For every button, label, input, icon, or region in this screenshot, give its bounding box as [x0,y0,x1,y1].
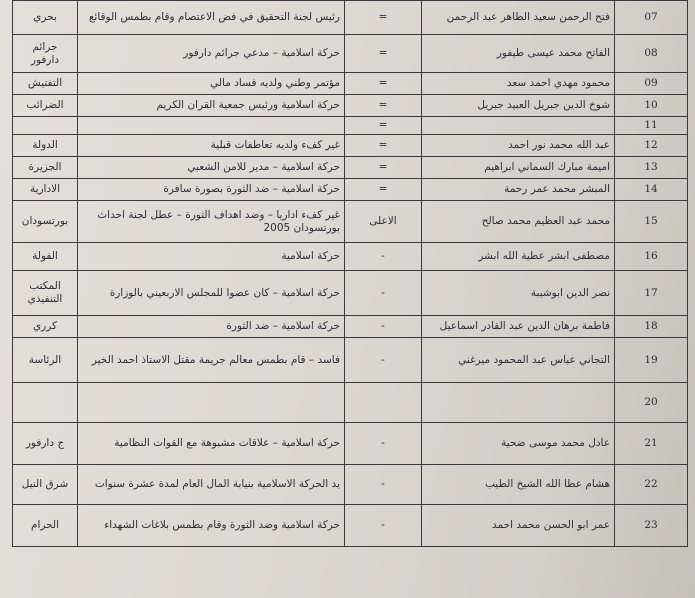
row-number-cell: 20 [615,383,688,423]
grade-cell: = [345,179,422,201]
name-cell: الفاتح محمد عيسى طيفور [422,35,615,73]
unit-cell [13,117,78,135]
unit-cell: المكتب التنفيذي [13,271,78,316]
reason-cell: حركة اسلامية – ضد الثورة [78,316,345,338]
name-cell: نصر الدين ابوشيبة [422,271,615,316]
table-row [13,95,688,117]
reason-cell: حركة اسلامية ورئيس جمعية القران الكريم [78,95,345,117]
grade-cell: = [345,35,422,73]
reason-cell: غير كفء ولديه تعاطفات قبلية [78,135,345,157]
name-cell: عبد الله محمد نور احمد [422,135,615,157]
unit-cell: بحري [13,1,78,35]
grade-cell: = [345,135,422,157]
name-cell: فاطمة برهان الدين عبد القادر اسماعيل [422,316,615,338]
unit-cell: التفتيش [13,73,78,95]
unit-cell: ج دارفور [13,423,78,465]
table-row [13,505,688,547]
name-cell: عمر ابو الحسن محمد احمد [422,505,615,547]
grade-cell: = [345,95,422,117]
reason-cell [78,383,345,423]
table-row [13,1,688,35]
unit-cell: الدولة [13,135,78,157]
reason-cell [78,117,345,135]
row-number-cell: 08 [615,35,688,73]
name-cell: محمود مهدي احمد سعد [422,73,615,95]
unit-cell: الضرائب [13,95,78,117]
row-number-cell: 16 [615,243,688,271]
reason-cell: حركة اسلامية – علاقات مشبوهة مع القوات النظامية [78,423,345,465]
row-number-cell: 22 [615,465,688,505]
reason-cell: حركة اسلامية – ضد الثورة بصورة سافرة [78,179,345,201]
table-row [13,423,688,465]
reason-cell: رئيس لجنة التحقيق في فض الاعتصام وقام بطمس الوقائع [78,1,345,35]
name-cell: محمد عبد العظيم محمد صالح [422,201,615,243]
row-number-cell: 15 [615,201,688,243]
row-number-cell: 19 [615,338,688,383]
row-number-cell: 09 [615,73,688,95]
grade-cell [345,383,422,423]
grade-cell: - [345,243,422,271]
reason-cell: حركة اسلامية وضد الثورة وقام بطمس بلاغات الشهداء [78,505,345,547]
reason-cell: مؤتمر وطني ولديه فساد مالي [78,73,345,95]
table-row [13,157,688,179]
table-row [13,117,688,135]
row-number-cell: 17 [615,271,688,316]
unit-cell: شرق النيل [13,465,78,505]
unit-cell: الادارية [13,179,78,201]
unit-cell: كرري [13,316,78,338]
name-cell: عادل محمد موسى ضحية [422,423,615,465]
table-row [13,271,688,316]
name-cell: مصطفى ابشر عطية الله ابشر [422,243,615,271]
row-number-cell: 10 [615,95,688,117]
row-number-cell: 13 [615,157,688,179]
grade-cell: = [345,157,422,179]
row-number-cell: 14 [615,179,688,201]
grade-cell: - [345,338,422,383]
row-number-cell: 18 [615,316,688,338]
unit-cell: الحرام [13,505,78,547]
unit-cell: الفولة [13,243,78,271]
grade-cell: - [345,423,422,465]
grade-cell: - [345,505,422,547]
table-row [13,316,688,338]
table-row [13,35,688,73]
grade-cell: = [345,117,422,135]
name-cell: المبشر محمد عمر رحمة [422,179,615,201]
table-row [13,383,688,423]
name-cell: فتح الرحمن سعيد الطاهر عبد الرحمن [422,1,615,35]
unit-cell: بورتسودان [13,201,78,243]
row-number-cell: 12 [615,135,688,157]
reason-cell: غير كفء اداريا – وضد اهداف الثورة – عطل لجنة احداث بورتسودان 2005 [78,201,345,243]
row-number-cell: 23 [615,505,688,547]
name-cell: هشام عطا الله الشيخ الطيب [422,465,615,505]
unit-cell: جرائم دارفور [13,35,78,73]
grade-cell: - [345,271,422,316]
name-cell [422,383,615,423]
table-row [13,135,688,157]
unit-cell [13,383,78,423]
name-cell [422,117,615,135]
table-row [13,73,688,95]
unit-cell: الجزيرة [13,157,78,179]
row-number-cell: 11 [615,117,688,135]
name-cell: شوخ الدين جبريل العبيد جبريل [422,95,615,117]
table-row [13,465,688,505]
reason-cell: فاسد – قام بطمس معالم جريمة مقتل الاستاذ احمد الخير [78,338,345,383]
grade-cell: - [345,316,422,338]
grade-cell: = [345,1,422,35]
unit-cell: الرئاسة [13,338,78,383]
table-row [13,243,688,271]
reason-cell: حركة اسلامية – مدير للامن الشعبي [78,157,345,179]
grade-cell: = [345,73,422,95]
reason-cell: حركة اسلامية [78,243,345,271]
row-number-cell: 21 [615,423,688,465]
name-cell: التجاني عباس عبد المحمود ميرغني [422,338,615,383]
officials-table [12,0,688,547]
name-cell: اميمة مبارك السماني ابراهيم [422,157,615,179]
reason-cell: يد الحركة الاسلامية بنيابة المال العام لمدة عشرة سنوات [78,465,345,505]
reason-cell: حركة اسلامية – كان عضوا للمجلس الاربعيني بالوزارة [78,271,345,316]
table-row [13,179,688,201]
grade-cell: - [345,465,422,505]
table-row [13,201,688,243]
reason-cell: حركة اسلامية – مدعي جرائم دارفور [78,35,345,73]
row-number-cell: 07 [615,1,688,35]
table-row [13,338,688,383]
grade-cell: الاعلى [345,201,422,243]
